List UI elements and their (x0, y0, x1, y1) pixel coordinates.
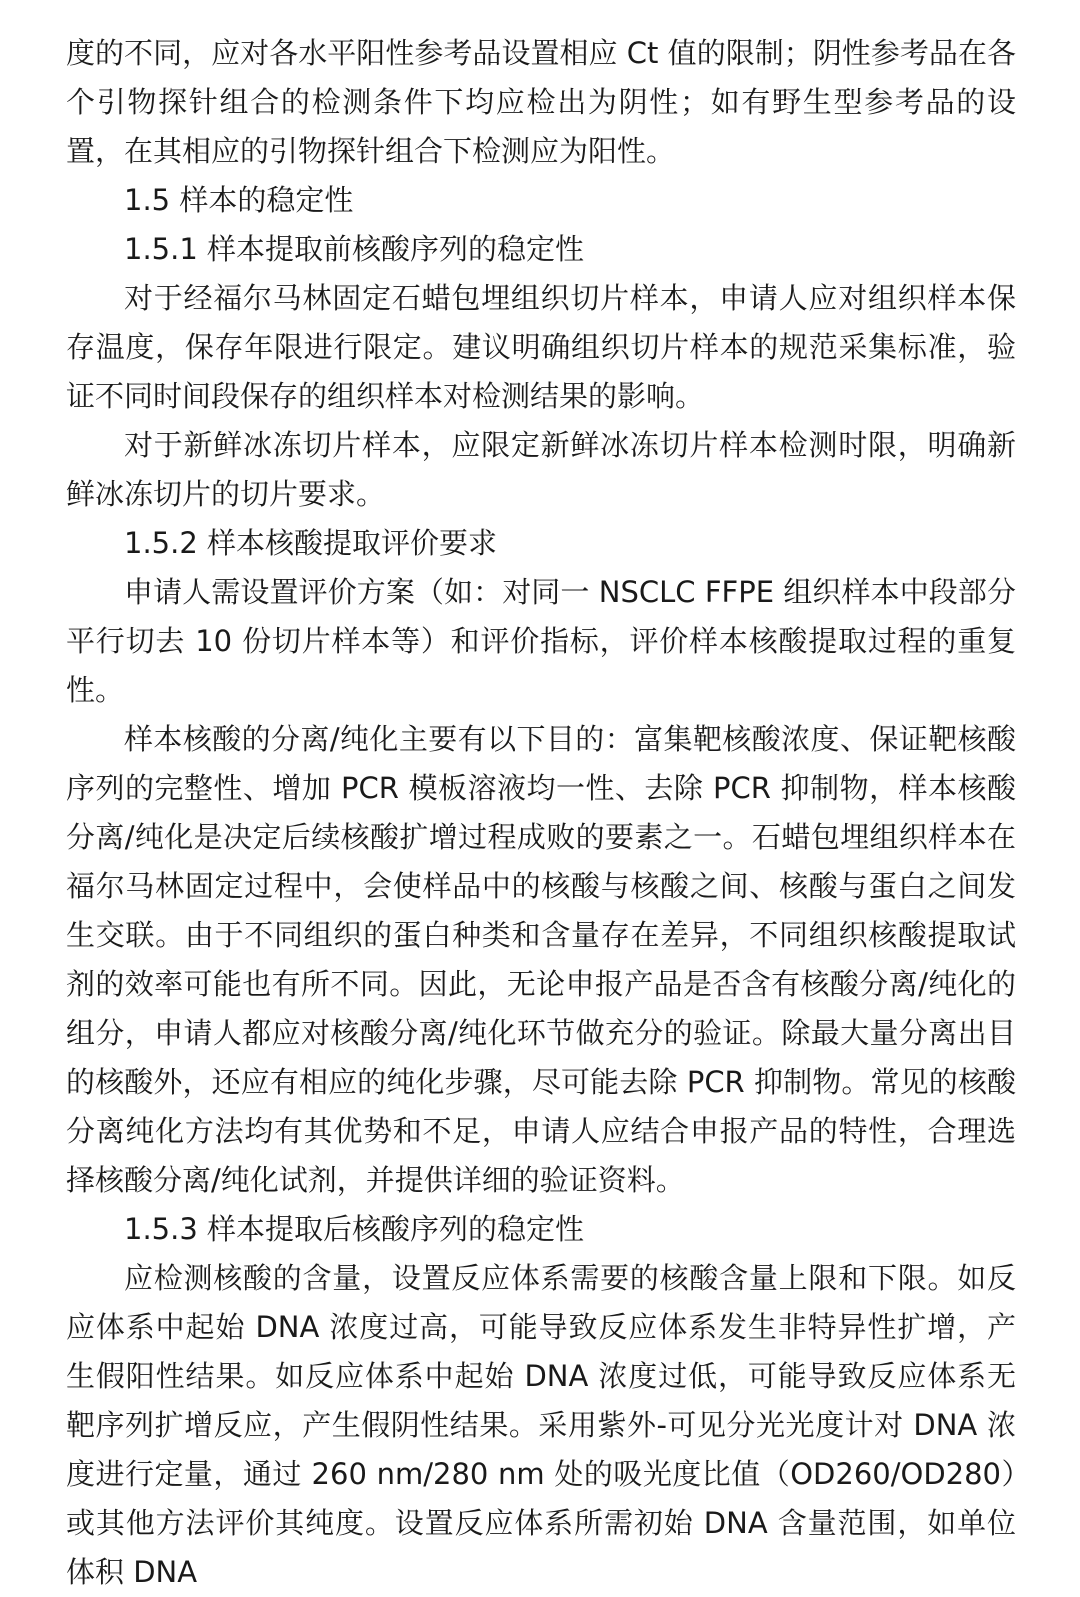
paragraph-positive-reference-limits: 度的不同，应对各水平阳性参考品设置相应 Ct 值的限制；阴性参考品在各个引物探针组合的检测条件下均应检出为阴性；如有野生型参考品的设置，在其相应的引物探针组合下检测应为阳性。 (66, 36, 1016, 168)
document-page (66, 29, 1016, 1597)
paragraph-purification-purpose: 样本核酸的分离/纯化主要有以下目的：富集靶核酸浓度、保证靶核酸序列的完整性、增加 PCR 模板溶液均一性、去除 PCR 抑制物，样本核酸分离/纯化是决定后续核酸扩增过程成败的要素之一。石蜡包埋组织样本在福尔马林固定过程中，会使样品中的核酸与核酸之间、核酸与蛋白之间发生交联。由于不同组织的蛋白种类和含量存在差异，不同组织核酸提取试剂的效率可能也有所不同。因此，无论申报产品是否含有核酸分离/纯化的组分，申请人都应对核酸分离/纯化环节做充分的验证。除最大量分离出目的核酸外，还应有相应的纯化步骤，尽可能去除 PCR 抑制物。常见的核酸分离纯化方法均有其优势和不足，申请人应结合申报产品的特性，合理选择核酸分离/纯化试剂，并提供详细的验证资料。 (66, 722, 1016, 1197)
heading-sample-stability: 1.5 样本的稳定性 (124, 183, 354, 217)
paragraph-frozen-section: 对于新鲜冰冻切片样本，应限定新鲜冰冻切片样本检测时限，明确新鲜冰冻切片的切片要求。 (66, 428, 1016, 511)
heading-pre-extraction-stability: 1.5.1 样本提取前核酸序列的稳定性 (124, 232, 585, 266)
paragraph-dna-content: 应检测核酸的含量，设置反应体系需要的核酸含量上限和下限。如反应体系中起始 DNA 浓度过高，可能导致反应体系发生非特异性扩增，产生假阳性结果。如反应体系中起始 DNA 浓度过低，可能导致反应体系无靶序列扩增反应，产生假阴性结果。采用紫外-可见分光光度计对 DNA 浓度进行定量，通过 260 nm/280 nm 处的吸光度比值（OD260/OD280）或其他方法评价其纯度。设置反应体系所需初始 DNA 含量范围，如单位体积 DNA (66, 1261, 1016, 1589)
paragraph-ffpe-storage: 对于经福尔马林固定石蜡包埋组织切片样本，申请人应对组织样本保存温度，保存年限进行限定。建议明确组织切片样本的规范采集标准，验证不同时间段保存的组织样本对检测结果的影响。 (66, 281, 1016, 413)
paragraph-evaluation-scheme: 申请人需设置评价方案（如：对同一 NSCLC FFPE 组织样本中段部分平行切去 10 份切片样本等）和评价指标，评价样本核酸提取过程的重复性。 (66, 575, 1016, 707)
heading-extraction-evaluation: 1.5.2 样本核酸提取评价要求 (124, 526, 498, 560)
heading-post-extraction-stability: 1.5.3 样本提取后核酸序列的稳定性 (124, 1212, 585, 1246)
